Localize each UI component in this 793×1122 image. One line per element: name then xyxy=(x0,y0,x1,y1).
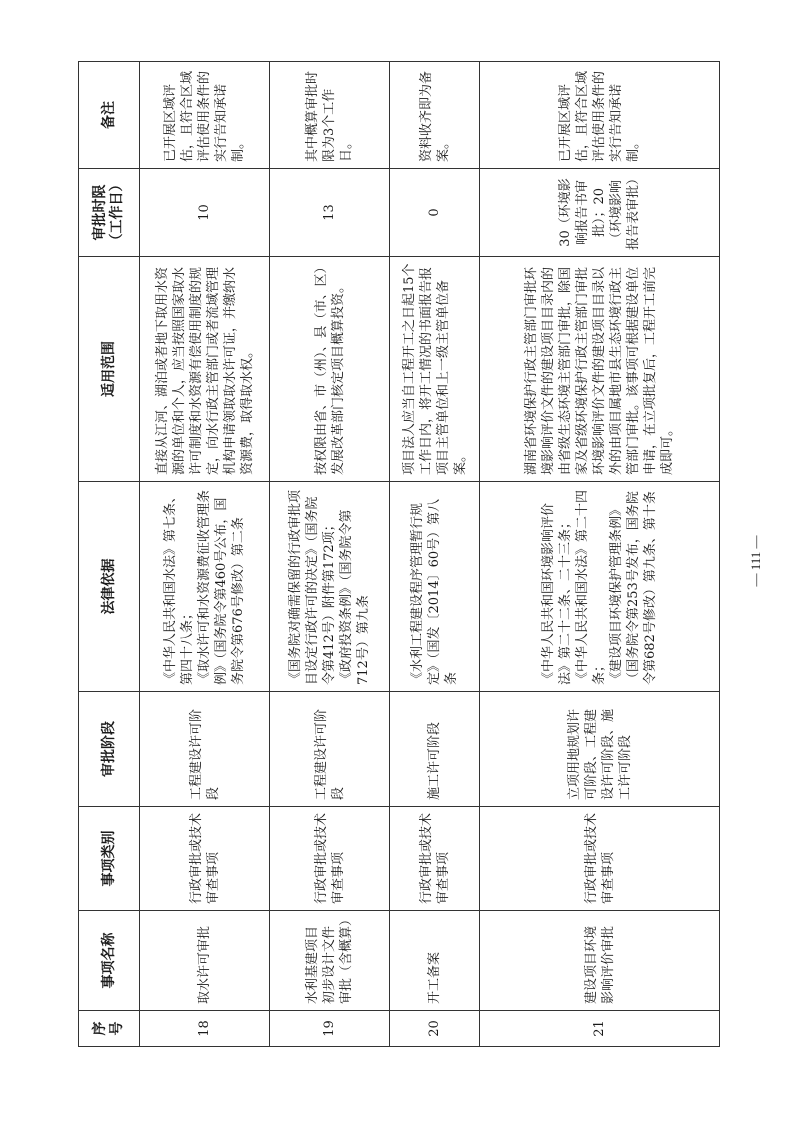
header-stage: 审批阶段 xyxy=(79,692,140,807)
row-legal-basis: 《水利工程建设程序管理暂行规定》（国发〔2014〕60号）第八条 xyxy=(390,482,480,692)
header-category: 事项类别 xyxy=(79,807,140,911)
header-seq: 序号 xyxy=(79,1011,140,1047)
row-remark: 已开展区域评估，且符合区域评估使用条件的实行告知承诺制。 xyxy=(140,62,270,169)
table-row xyxy=(480,62,720,1047)
row-time-limit: 0 xyxy=(390,169,480,257)
row-stage: 施工许可阶段 xyxy=(390,692,480,807)
row-time-limit: 13 xyxy=(270,169,390,257)
row-category: 行政审批或技术审查事项 xyxy=(140,807,270,911)
row-stage: 工程建设许可阶段 xyxy=(140,692,270,807)
row-name: 建设项目环境影响评价审批 xyxy=(480,911,720,1011)
header-remark: 备注 xyxy=(79,62,140,169)
row-scope: 直接从江河、湖泊或者地下取用水资源的单位和个人，应当按照国家取水许可制度和水资源有偿使用制度的规定，向水行政主管部门或者流域管理机构申请领取取水许可证，并缴纳水资源费，取得取水权。 xyxy=(140,257,270,482)
row-stage: 工程建设许可阶段 xyxy=(270,692,390,807)
row-scope: 项目法人应当自工程开工之日起15个工作日内，将开工情况的书面报告报项目主管单位和上一级主管单位备案。 xyxy=(390,257,480,482)
row-remark: 已开展区域评估，且符合区域评估使用条件的实行告知承诺制。 xyxy=(480,62,720,169)
row-name: 取水许可审批 xyxy=(140,911,270,1011)
header-name: 事项名称 xyxy=(79,911,140,1011)
table-row xyxy=(140,62,270,1047)
row-category: 行政审批或技术审查事项 xyxy=(480,807,720,911)
row-legal-basis: 《中华人民共和国环境影响评价法》第二十二条、二十三条； 《中华人民共和国水法》第二十四条； 《建设项目环境保护管理条例》（国务院令第253号发布，国务院令第682号修改）第九条、第十条 xyxy=(480,482,720,692)
row-category: 行政审批或技术审查事项 xyxy=(270,807,390,911)
table-row xyxy=(270,62,390,1047)
table-row xyxy=(390,62,480,1047)
row-seq: 20 xyxy=(390,1011,480,1047)
row-time-limit: 30（环境影响报告书审批）；20（环境影响报告表审批） xyxy=(480,169,720,257)
row-remark: 资料收齐即为备案。 xyxy=(390,62,480,169)
row-legal-basis: 《国务院对确需保留的行政审批项目设定行政许可的决定》（国务院令第412号）附件第172项； 《政府投资条例》（国务院令第712号）第九条 xyxy=(270,482,390,692)
header-scope: 适用范围 xyxy=(79,257,140,482)
row-category: 行政审批或技术审查事项 xyxy=(390,807,480,911)
row-scope: 湖南省环境保护行政主管部门审批环境影响评价文件的建设项目目录内的由省级生态环境主管部门审批，除国家及省级环境保护行政主管部门审批环境影响评价文件的建设项目目录以外的由项目属地市县生态环境行政主管部门审批。该事项可根据建设单位申请，在立项批复后，工程开工前完成即可。 xyxy=(480,257,720,482)
row-stage: 立项用地规划许可阶段、工程建设许可阶段、施工许可阶段 xyxy=(480,692,720,807)
header-time-limit: 审批时限 （工作日） xyxy=(79,169,140,257)
row-scope: 按权限由省、市（州）、县（市、区）发展改革部门核定项目概算投资。 xyxy=(270,257,390,482)
row-seq: 18 xyxy=(140,1011,270,1047)
row-seq: 21 xyxy=(480,1011,720,1047)
table-header-row xyxy=(79,62,140,1047)
approval-items-table xyxy=(78,61,720,1047)
row-legal-basis: 《中华人民共和国水法》第七条、第四十八条； 《取水许可和水资源费征收管理条例》（国务院令第460号公布，国务院令第676号修改）第二条 xyxy=(140,482,270,692)
row-name: 水利基建项目初步设计文件审批（含概算） xyxy=(270,911,390,1011)
row-time-limit: 10 xyxy=(140,169,270,257)
header-legal-basis: 法律依据 xyxy=(79,482,140,692)
row-name: 开工备案 xyxy=(390,911,480,1011)
page-number: — 111 — xyxy=(748,535,763,587)
row-seq: 19 xyxy=(270,1011,390,1047)
row-remark: 其中概算审批时限为3个工作日。 xyxy=(270,62,390,169)
